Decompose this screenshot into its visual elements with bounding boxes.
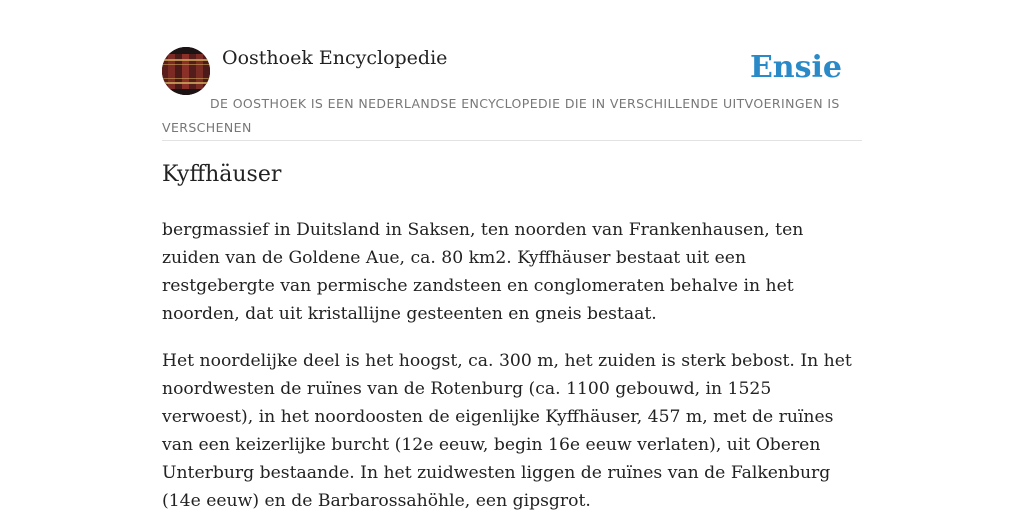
encyclopedia-books-icon bbox=[162, 47, 210, 95]
entry-paragraph: Het noordelijke deel is het hoogst, ca. 300 m, het zuiden is sterk bebost. In het noordwesten de ruïnes van de Rotenburg (ca. 1100 gebouwd, in 1525 verwoest), in het noordoosten de eigenlijke Kyffhäuser, 457 m, met de ruïnes van een keizerlijke burcht (12e eeuw, begin 16e eeuw verlaten), uit Oberen Unterburg bestaande. In het zuidwesten liggen de ruïnes van de Falkenburg (14e eeuw) en de Barbarossahöhle, een gipsgrot. bbox=[162, 351, 852, 511]
entry-body bbox=[162, 216, 862, 512]
entry-paragraph: bergmassief in Duitsland in Saksen, ten noorden van Frankenhausen, ten zuiden van de Goldene Aue, ca. 80 km2. Kyffhäuser bestaat uit een restgebergte van permische zandsteen en conglomeraten behalve in het noorden, dat uit kristallijne gesteenten en gneis bestaat. bbox=[162, 220, 804, 324]
brand-logo[interactable]: Ensie bbox=[749, 50, 842, 85]
avatar[interactable] bbox=[162, 47, 210, 95]
source-header bbox=[162, 46, 862, 141]
entry-title: Kyffhäuser bbox=[162, 162, 282, 187]
source-description: DE OOSTHOEK IS EEN NEDERLANDSE ENCYCLOPEDIE DIE IN VERSCHILLENDE UITVOERINGEN IS VERSCHENEN bbox=[162, 96, 840, 135]
source-name[interactable]: Oosthoek Encyclopedie bbox=[222, 47, 448, 69]
